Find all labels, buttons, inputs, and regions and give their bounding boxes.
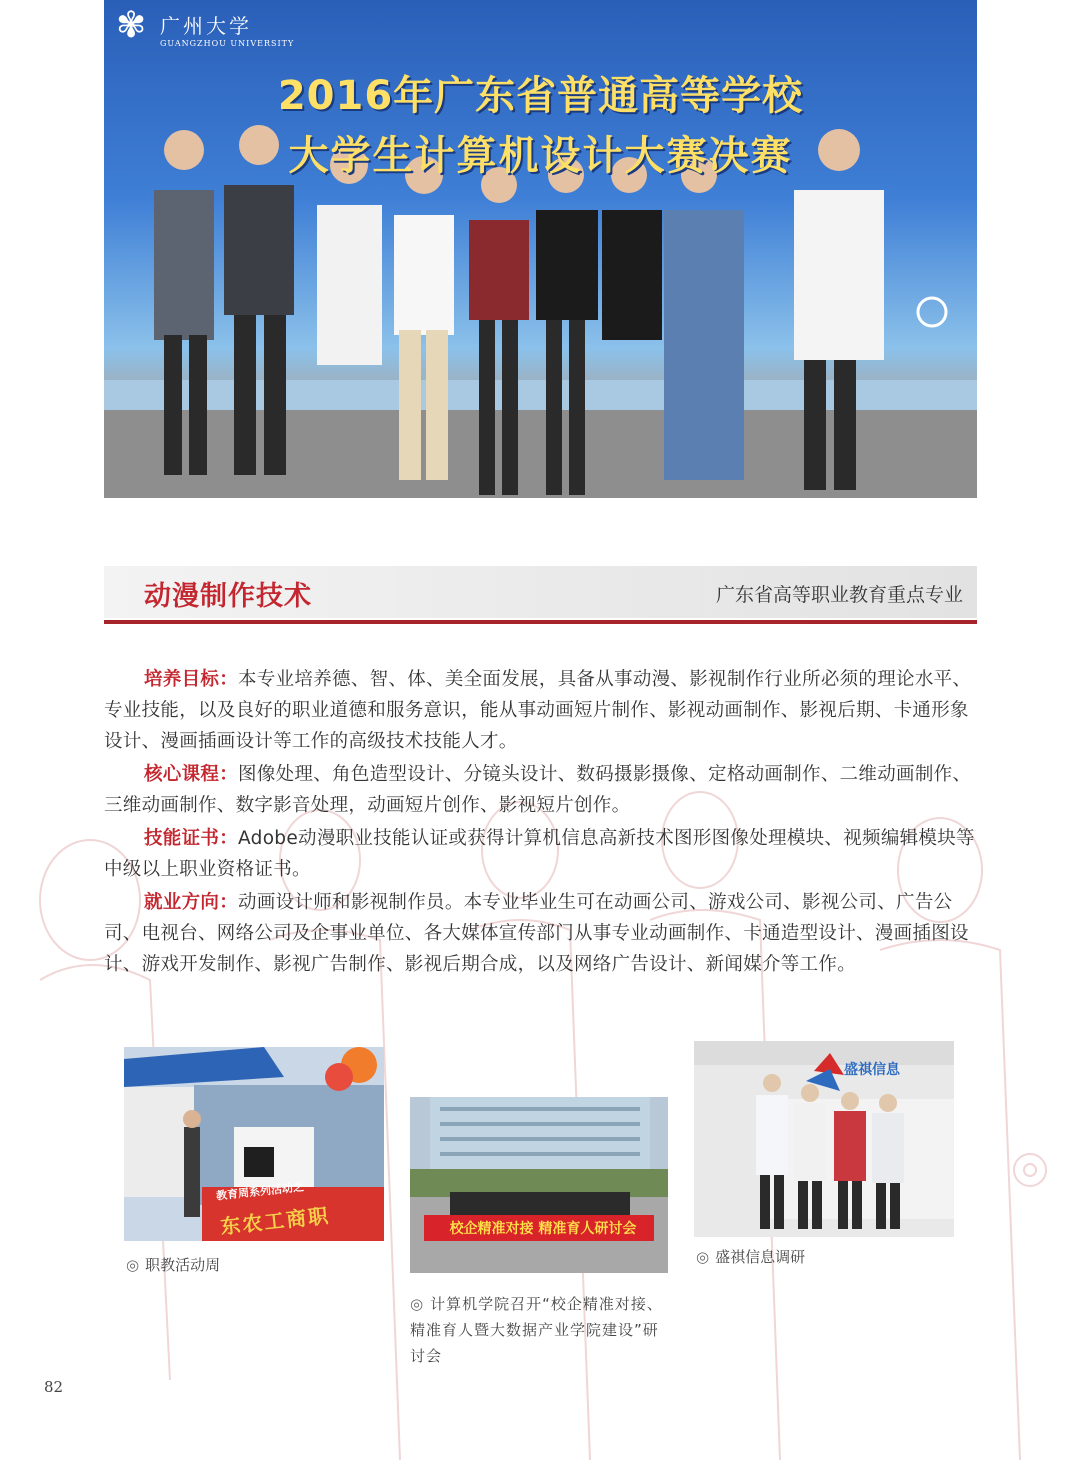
text-careers: 动画设计师和影视制作员。本专业毕业生可在动画公司、游戏公司、影视公司、广告公司、电视台、网络公司及企事业单位、各大媒体宣传部门从事专业动画制作、卡通造型设计、漫画插图设计、游戏开发制作、影视广告制作、影视后期合成，以及网络广告设计、新闻媒介等工作。	[104, 892, 969, 975]
bullet-icon: ◎	[126, 1256, 140, 1274]
university-emblem-icon: ✾	[116, 5, 147, 46]
label-courses: 核心课程：	[144, 764, 239, 785]
seminar-banner: 校企精准对接 精准育人研讨会	[449, 1221, 637, 1237]
bullet-icon: ◎	[410, 1295, 425, 1313]
photo-shengqi	[694, 1041, 954, 1237]
photo-vocational-week	[124, 1047, 384, 1241]
text-certificates: Adobe动漫职业技能认证或获得计算机信息高新技术图形图像处理模块、视频编辑模块等中级以上职业资格证书。	[104, 828, 975, 880]
banner-title-line2: 大学生计算机设计大赛决赛	[288, 133, 793, 179]
label-certificates: 技能证书：	[144, 828, 239, 849]
logo-cn-text: 广州大学	[160, 14, 252, 38]
hero-photo	[104, 0, 977, 498]
text-courses: 图像处理、角色造型设计、分镜头设计、数码摄影摄像、定格动画制作、二维动画制作、三维动画制作、数字影音处理，动画短片创作、影视短片创作。	[104, 764, 972, 816]
label-goal: 培养目标：	[144, 669, 239, 690]
photo-seminar	[410, 1097, 668, 1273]
banner-title-line1: 2016年广东省普通高等学校	[277, 73, 804, 119]
paragraph-careers	[104, 887, 977, 980]
section-header	[104, 566, 977, 618]
caption-text: 计算机学院召开“校企精准对接、精准育人暨大数据产业学院建设”研讨会	[410, 1295, 663, 1365]
paragraph-courses	[104, 759, 977, 821]
section-title: 动漫制作技术	[144, 581, 312, 612]
label-careers: 就业方向：	[144, 892, 239, 913]
major-description	[104, 664, 977, 982]
university-logo	[116, 5, 295, 48]
bullet-icon: ◎	[696, 1248, 710, 1266]
seminar-scene	[410, 1097, 668, 1273]
caption-shengqi	[696, 1244, 956, 1270]
paragraph-certificates	[104, 823, 977, 885]
logo-en-text: GUANGZHOU UNIVERSITY	[160, 39, 295, 48]
shengqi-scene	[694, 1041, 954, 1237]
paragraph-goal	[104, 664, 977, 757]
caption-seminar	[410, 1291, 672, 1369]
caption-vocational-week	[126, 1252, 386, 1278]
booth-banner-top: 教育周系列活动之	[215, 1180, 305, 1203]
caption-text: 盛祺信息调研	[715, 1248, 806, 1266]
booth-banner: 东农工商职	[219, 1203, 332, 1239]
section-tag: 广东省高等职业教育重点专业	[715, 584, 963, 606]
text-goal: 本专业培养德、智、体、美全面发展，具备从事动漫、影视制作行业所必须的理论水平、专业技能，以及良好的职业道德和服务意识，能从事动画短片制作、影视动画制作、影视后期、卡通形象设计、漫画插画设计等工作的高级技术技能人才。	[104, 669, 972, 752]
page-number: 82	[44, 1378, 64, 1396]
caption-text: 职教活动周	[145, 1256, 221, 1274]
company-sign: 盛祺信息	[844, 1062, 900, 1078]
